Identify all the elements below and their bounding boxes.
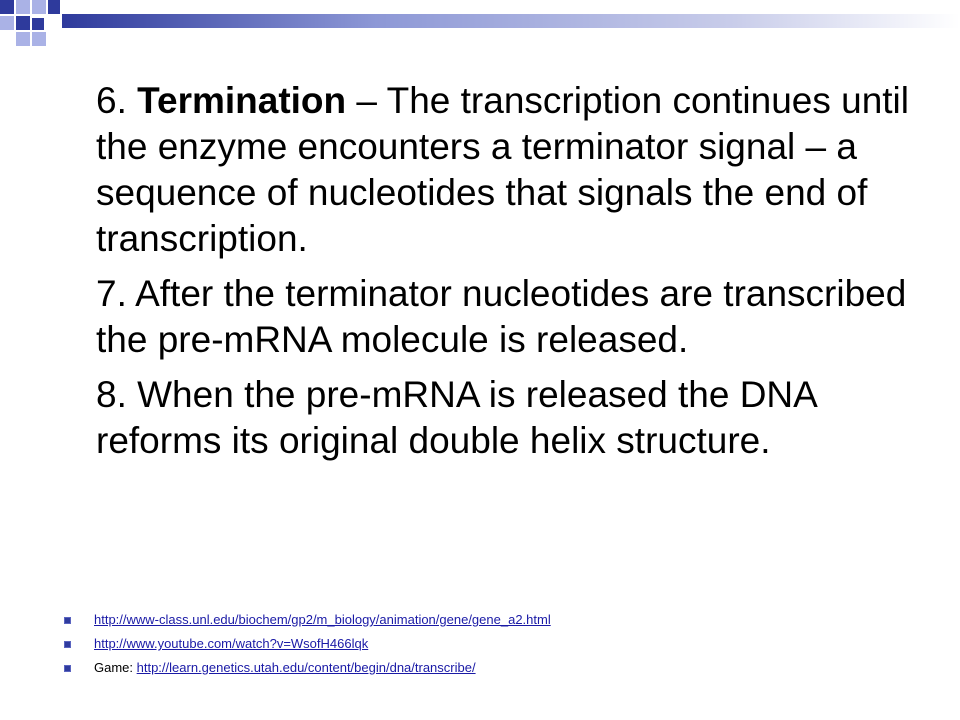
decor-square	[0, 16, 14, 30]
square-bullet-icon	[64, 665, 71, 672]
decor-square	[0, 0, 14, 14]
decor-square	[32, 32, 46, 46]
list-item	[64, 613, 944, 627]
square-bullet-icon	[64, 641, 71, 648]
paragraph-text: – The transcription continues until the enzyme encounters a terminator signal – a sequence of nucleotides that signals the end of transcription.	[96, 80, 909, 259]
decor-square	[16, 0, 30, 14]
link-genetics-game[interactable]: http://learn.genetics.utah.edu/content/begin/dna/transcribe/	[136, 660, 476, 675]
paragraph-number: 6.	[96, 80, 127, 121]
list-item	[64, 661, 944, 675]
decor-square	[32, 0, 46, 14]
decor-square	[16, 32, 30, 46]
decorative-header-squares	[0, 0, 960, 60]
decor-gradient-bar	[62, 14, 960, 28]
list-item	[64, 637, 944, 651]
link-prefix-label: Game:	[94, 660, 137, 675]
decor-square	[16, 16, 30, 30]
link-unl-animation[interactable]: http://www-class.unl.edu/biochem/gp2/m_biology/animation/gene/gene_a2.html	[94, 612, 551, 627]
square-bullet-icon	[64, 617, 71, 624]
paragraph-release: 7. After the terminator nucleotides are transcribed the pre-mRNA molecule is released.	[96, 273, 907, 360]
decor-square	[48, 0, 60, 14]
paragraph-termination	[96, 78, 946, 262]
reference-links	[64, 613, 944, 685]
paragraph-dna-reform: 8. When the pre-mRNA is released the DNA reforms its original double helix structure.	[96, 374, 816, 461]
term-termination: Termination	[137, 80, 347, 121]
slide-body	[96, 78, 946, 473]
decor-square	[32, 18, 44, 30]
link-youtube-video[interactable]: http://www.youtube.com/watch?v=WsofH466lqk	[94, 636, 369, 651]
